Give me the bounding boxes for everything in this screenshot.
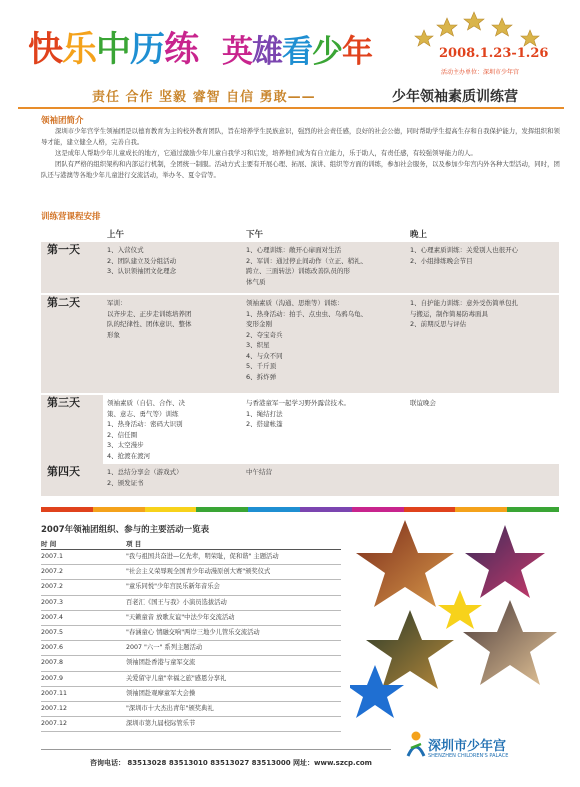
- col-header-morning: 上午: [107, 230, 125, 240]
- title-char: 雄: [252, 34, 282, 70]
- schedule-evening: 1、心理素质训练：关爱别人也很开心 2、小组排练晚会节目: [406, 242, 559, 294]
- photo-star: [356, 520, 454, 607]
- list-item: [41, 672, 341, 687]
- list-item: [41, 717, 341, 732]
- schedule-afternoon: 与香港童军一起学习野外露营技术。 1、绳结打法 2、搭建帐篷: [242, 394, 406, 464]
- list-item: [41, 596, 341, 611]
- brand-name-en: SHENZHEN CHILDREN'S PALACE: [428, 753, 509, 759]
- intro-paragraph: 团队有严格的组织架构和内部运行机制，全团统一制服。活动方式主要有开展心理、拓展、演讲、组织等方面的训练，参加社会服务，以及参加少年宫内外各种大型活动，同时，团队还与港澳等各地少年儿童进行交流活动，举办冬、夏令营等。: [41, 160, 560, 179]
- activity-date: 2007.12: [41, 704, 68, 712]
- schedule-afternoon: 领袖素质（沟通、思维等）训练： 1、热身活动：拍手、点虫虫、乌鸦乌龟、 变形金刚 2、夺宝奇兵 3、织星 4、与众不同 5、千斤顶 6、拆炸弹: [242, 294, 406, 394]
- intro-section: [41, 114, 565, 181]
- intro-heading: 领袖团简介: [41, 116, 84, 126]
- list-item: [41, 687, 341, 702]
- activity-item: "春涵童心 情融交响"两岸三地少儿管乐交流活动: [126, 628, 260, 636]
- schedule-row: [41, 464, 559, 496]
- schedule-row: [41, 294, 559, 394]
- schedule-morning: 军训： 以齐步走、正步走训练培养团 队的纪律性、团体意识、整体 形象: [103, 294, 242, 394]
- schedule-row: [41, 242, 559, 294]
- activity-date: 2007.3: [41, 598, 64, 606]
- list-item: [41, 626, 341, 641]
- schedule-header-row: [41, 228, 559, 242]
- photo-star: [465, 525, 545, 598]
- col-header-day: [41, 228, 103, 242]
- col-header-item: 项 目: [126, 540, 142, 548]
- schedule-morning: 1、总结分享会（游戏式） 2、颁发证书: [103, 464, 242, 496]
- schedule-evening: [406, 464, 559, 496]
- title-char: 年: [342, 34, 372, 70]
- intro-paragraph: 深圳市少年宫学生领袖团是以德育教育为主的校外教育团队，旨在培养学生民族意识，强烈的社会责任感，良好的社会公德，同时帮助学生提高生存和自我保护能力，发挥组织和领导才能，建立健全人格，完善自我。: [41, 127, 560, 146]
- star-photo-collage: [350, 515, 570, 735]
- activity-item: 领袖团赴香港与童军交流: [126, 659, 196, 667]
- activity-date: 2007.5: [41, 628, 64, 636]
- list-item: [41, 702, 341, 717]
- title-char: 快: [28, 29, 63, 70]
- schedule-day: 第四天: [41, 464, 103, 496]
- schedule-day: 第二天: [41, 294, 103, 394]
- activity-item: "社会主义荣辱观全国青少年动漫原创大赛"颁奖仪式: [126, 568, 271, 576]
- activity-item: 百老汇《国王与我》小演员选拔活动: [126, 598, 227, 606]
- star-icon: [438, 590, 482, 629]
- brand-name: 深圳市少年宫: [428, 739, 507, 754]
- list-item: [41, 611, 341, 626]
- rainbow-divider: [41, 507, 559, 512]
- title-char: 历: [130, 29, 165, 70]
- activity-item: "天籁童音 放歌友谊"中法少年交流活动: [126, 613, 235, 621]
- intro-paragraph: 这是成年人帮助少年儿童成长的地方，它通过激励少年儿童自我学习和启发，培养他们成为有自立能力，乐于助人，有责任感，有较强领导能力的人。: [55, 149, 477, 157]
- activity-date: 2007.2: [41, 583, 64, 591]
- activity-date: 2007.2: [41, 568, 64, 576]
- activity-date: 2007.12: [41, 720, 68, 728]
- list-item: [41, 656, 341, 671]
- gold-stars-icon: [414, 8, 554, 48]
- contact-info: 咨询电话： 83513028 83513010 83513027 83513000 网址：www.szcp.com: [90, 759, 372, 767]
- main-title-part2: [222, 26, 372, 71]
- activity-item: 深圳市第九届校际管乐节: [126, 720, 196, 728]
- schedule-afternoon: 1、心理训练：敞开心扉面对生活 2、军训：通过停止间动作（立正、稍礼、 跨立、三面转法）训练改善队员的形 体气质: [242, 242, 406, 294]
- title-char: 看: [282, 34, 312, 70]
- list-item: [41, 550, 341, 565]
- list-item: [41, 641, 341, 656]
- schedule-day: 第一天: [41, 242, 103, 294]
- values-slogan: 责任 合作 坚毅 睿智 自信 勇敢——: [92, 90, 316, 105]
- page-header: [0, 0, 580, 118]
- title-char: 中: [96, 29, 131, 70]
- schedule-day: 第三天: [41, 394, 103, 464]
- activity-date: 2007.8: [41, 659, 64, 667]
- col-header-time: 时 间: [41, 540, 57, 548]
- activity-date: 2007.11: [41, 689, 68, 697]
- header-divider: [18, 107, 564, 109]
- camp-title: 少年领袖素质训练营: [392, 89, 518, 105]
- title-char: 乐: [62, 29, 97, 70]
- activity-item: 关爱留守儿童"幸福之旅"感恩分享礼: [126, 674, 227, 682]
- list-item: [41, 565, 341, 580]
- schedule-morning: 领袖素质（自信、合作、决 策、意志、勇气等）训练 1、热身活动：密码大识别 2、信任圈 3、太空漫步 4、抢渡在渡河: [103, 394, 242, 464]
- main-title-part1: [28, 22, 198, 72]
- activities-title: 2007年领袖团组织、参与的主要活动一览表: [41, 525, 210, 535]
- event-date: 2008.1.23-1.26: [439, 46, 549, 61]
- activity-item: 2007 "六一" 系列主题活动: [126, 644, 203, 652]
- activity-item: "深圳市十大杰出青年"颁奖典礼: [126, 704, 214, 712]
- photo-star: [463, 600, 557, 685]
- title-char: 少: [312, 34, 342, 70]
- schedule-row: [41, 394, 559, 464]
- col-header-afternoon: 下午: [246, 230, 264, 240]
- activity-date: 2007.9: [41, 674, 64, 682]
- col-header-evening: 晚上: [410, 230, 428, 240]
- childrens-palace-logo-icon: [405, 730, 427, 760]
- title-char: 练: [164, 29, 199, 70]
- activities-section: [41, 523, 341, 732]
- activity-date: 2007.1: [41, 553, 64, 560]
- organizer-text: 活动主办单位：深圳市少年宫: [441, 69, 520, 76]
- activity-item: "童乐同悦"少年宫民乐新年音乐会: [126, 583, 220, 591]
- title-char: 英: [222, 34, 252, 70]
- activity-item: "我与祖国共奋进—亿先辈，明荣耻，促和谐" 主题活动: [126, 553, 279, 560]
- list-item: [41, 580, 341, 595]
- schedule-morning: 1、入营仪式 2、团队建立及分组活动 3、认识领袖团文化理念: [103, 242, 242, 294]
- schedule-evening: 联谊晚会: [406, 394, 559, 464]
- schedule-table: [41, 228, 559, 496]
- schedule-heading: 训练营课程安排: [41, 212, 101, 222]
- footer-divider: [41, 749, 391, 750]
- activities-header-row: [41, 539, 341, 550]
- activity-date: 2007.4: [41, 613, 64, 621]
- schedule-afternoon: 中午结营: [242, 464, 406, 496]
- schedule-evening: 1、自护能力训练：意外受伤简单包扎 与搬运，制作简易防毒面具 2、前期反思与评估: [406, 294, 559, 394]
- activity-item: 领袖团赴观摩童军大会操: [126, 689, 196, 697]
- activity-date: 2007.6: [41, 644, 64, 652]
